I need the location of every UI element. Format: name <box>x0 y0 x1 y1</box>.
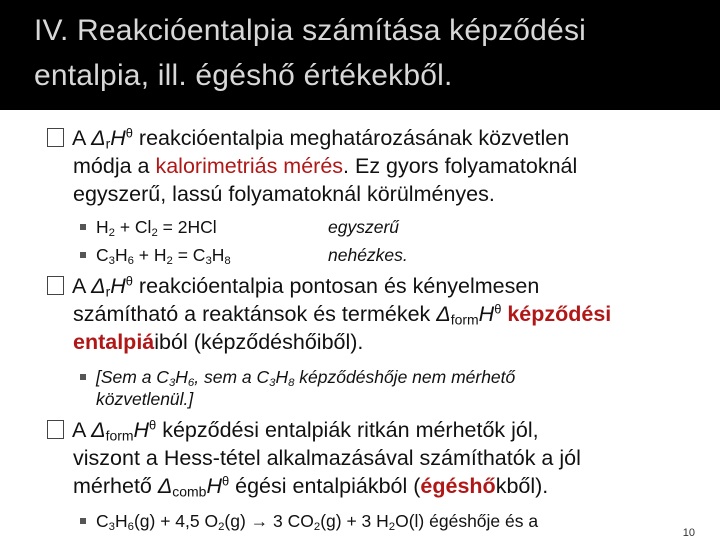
page-number: 10 <box>682 527 695 539</box>
bullet-box-icon <box>47 128 64 147</box>
bullet-1: A $\Delta_rH^\theta$ reakcióentalpia meghatározásának közvetlen módja a kalorimetriás mérés. Ez gyors folyamatoknál egyszerű, lassú folyamatoknál körülményes. <box>47 124 707 208</box>
reaction-1-note: egyszerű <box>328 217 400 237</box>
title-line-2: entalpia, ill. égéshő értékekből. <box>34 59 453 92</box>
highlight-kepzodesi: képződési <box>501 302 612 326</box>
square-bullet-icon <box>80 518 86 524</box>
reaction-1: $H_2 + Cl_2 = 2HCl$ <box>80 216 217 238</box>
bullet-box-icon <box>47 276 64 295</box>
reaction-2: $C_3H_6 + H_2 = C_3H_8$ <box>80 244 231 266</box>
square-bullet-icon <box>80 374 86 380</box>
bullet-3: A $\Delta_{form}H^\theta$ képződési entalpiák ritkán mérhetők jól, viszont a Hess-tétel alkalmazásával számíthatók a jól mérhető $\Delta_{comb}H^\theta$ égési entalpiákból (égéshőkből). <box>47 416 707 500</box>
bullet-box-icon <box>47 420 64 439</box>
combustion-reaction: $C_3H_6(g) + 4,5$ $O_2(g) \to 3$ $CO_2(g) + 3$ $H_2O(l)$ égéshője és a <box>80 510 538 532</box>
bullet-2: A $\Delta_rH^\theta$ reakcióentalpia pontosan és kényelmesen számítható a reaktánsok és termékek $\Delta_{form}H^\theta$ képződési entalpiáiból (képződéshőiből). <box>47 272 707 356</box>
reaction-2-note: nehézkes. <box>328 245 408 265</box>
note-not-measurable: [Sem a $C_3H_6$, sem a $C_3H_8$ képződéshője nem mérhető közvetlenül.] <box>80 366 515 410</box>
square-bullet-icon <box>80 252 86 258</box>
title-line-1: IV. Reakcióentalpia számítása képződési <box>34 14 587 47</box>
arrow-icon: → <box>250 511 269 531</box>
highlight-egesho: égéshő <box>420 474 496 498</box>
highlight-kalorimetria: kalorimetriás mérés <box>155 154 344 178</box>
highlight-entalpia: entalpiá <box>73 330 155 354</box>
square-bullet-icon <box>80 224 86 230</box>
